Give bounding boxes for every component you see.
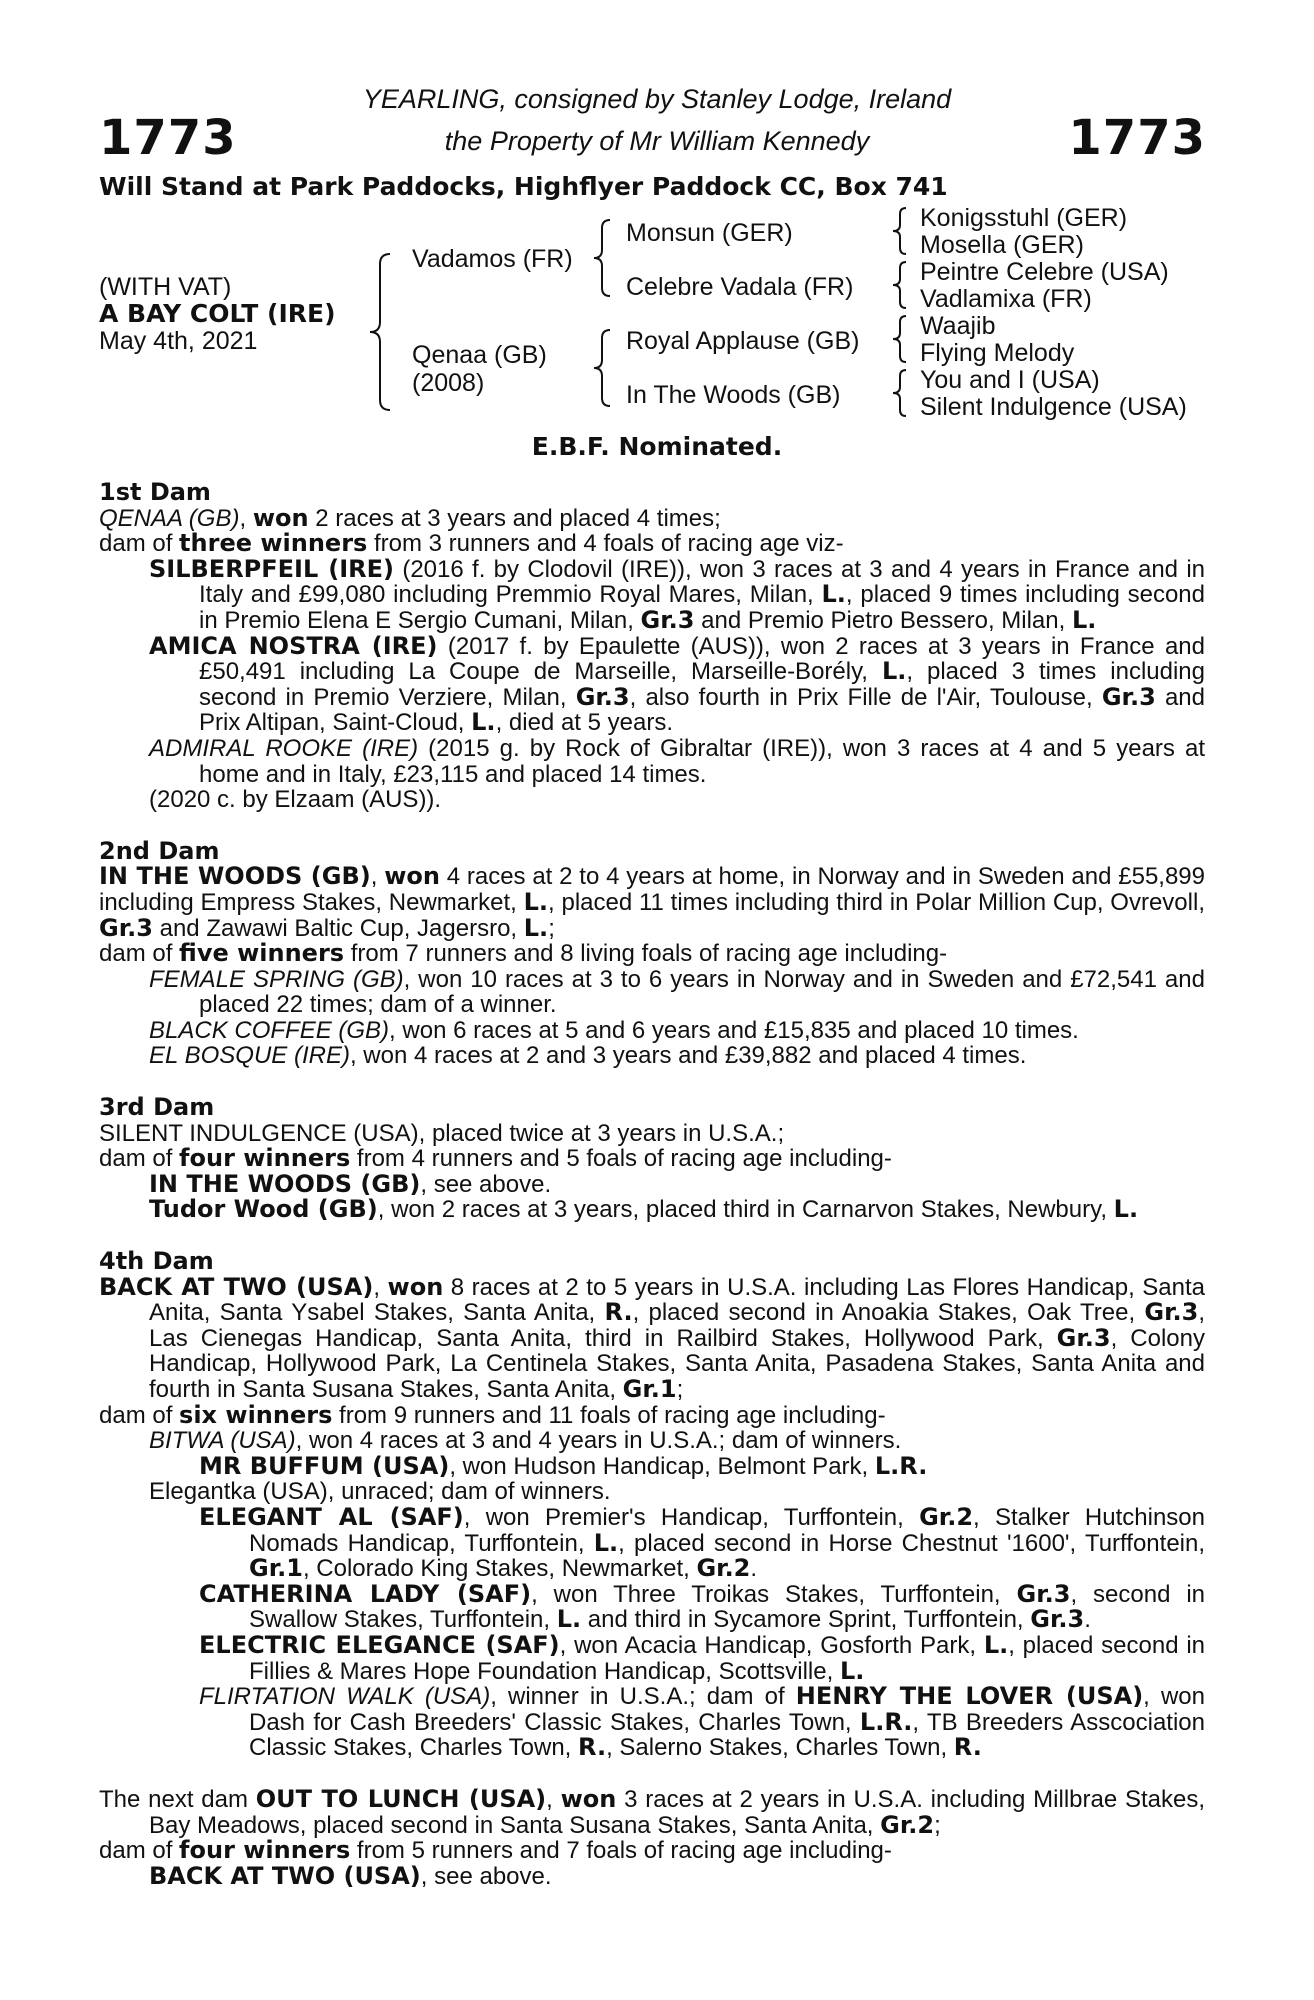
- third-dam-heading: 3rd Dam: [99, 1093, 215, 1122]
- foaling-date: May 4th, 2021: [99, 327, 258, 355]
- pedigree-brace-dam: [592, 328, 614, 408]
- next-dam-produce: dam of four winners from 5 runners and 7 foals of racing age including-: [99, 1836, 892, 1865]
- dds: You and I (USA): [920, 366, 1100, 394]
- pedigree-brace-dd: [890, 368, 910, 418]
- produce-admiral-rooke: ADMIRAL ROOKE (IRE) (2015 g. by Rock of Gibraltar (IRE)), won 3 races at 4 and 5 years at home and in Italy, £23,115 and placed 14 times.: [149, 734, 1206, 788]
- dss: Waajib: [920, 312, 996, 340]
- lot-number-right: 1773: [1068, 110, 1206, 166]
- dam: Qenaa (GB): [412, 341, 547, 369]
- ebf-nominated: E.B.F. Nominated.: [531, 432, 783, 461]
- produce-amica-nostra: AMICA NOSTRA (IRE) (2017 f. by Epaulette (AUS)), won 2 races at 3 years in France and £50,491 including La Coupe de Marseille, Marseille-Borély, L., placed 3 times including second in Premio Verziere, Milan, Gr.3, also fourth in Prix Fille de l'Air, Toulouse, Gr.3 and Prix Altipan, Saint-Cloud, L., died at 5 years.: [149, 631, 1206, 737]
- produce-electric-elegance: ELECTRIC ELEGANCE (SAF), won Acacia Handicap, Gosforth Park, L., placed second in Fillies & Mares Hope Foundation Handicap, Scottsville, L.: [199, 1630, 1206, 1685]
- sss: Konigsstuhl (GER): [920, 204, 1128, 232]
- second-dam-produce: dam of five winners from 7 runners and 8 living foals of racing age including-: [99, 939, 948, 968]
- produce-in-the-woods: IN THE WOODS (GB), see above.: [149, 1169, 552, 1198]
- produce-female-spring: FEMALE SPRING (GB), won 10 races at 3 to 6 years in Norway and in Sweden and £72,541 and placed 22 times; dam of a winner.: [149, 965, 1205, 1019]
- first-dam-heading: 1st Dam: [99, 478, 211, 506]
- produce-bitwa: BITWA (USA), won 4 races at 3 and 4 years in U.S.A.; dam of winners.: [149, 1427, 902, 1455]
- pedigree-brace-sd: [890, 260, 910, 310]
- sire: Vadamos (FR): [412, 245, 573, 273]
- sire-sire: Monsun (GER): [626, 219, 793, 247]
- dam-sire: Royal Applause (GB): [626, 327, 860, 355]
- stand-location: Will Stand at Park Paddocks, Highflyer Paddock CC, Box 741: [99, 172, 948, 201]
- produce-el-bosque: EL BOSQUE (IRE), won 4 races at 2 and 3 years and £39,882 and placed 4 times.: [149, 1042, 1027, 1070]
- second-dam-heading: 2nd Dam: [99, 836, 220, 865]
- produce-silberpfeil: SILBERPFEIL (IRE) (2016 f. by Clodovil (IRE)), won 3 races at 3 and 4 years in France and in Italy and £99,080 including Premmio Royal Mares, Milan, L., placed 9 times including second in Premio Elena E Sergio Cumani, Milan, Gr.3 and Premio Pietro Bessero, Milan, L.: [149, 554, 1206, 634]
- consignment-line: YEARLING, consigned by Stanley Lodge, Ireland: [362, 84, 952, 114]
- dam-year: (2008): [412, 369, 485, 397]
- first-dam-produce: dam of three winners from 3 runners and 4 foals of racing age viz-: [99, 529, 844, 558]
- second-dam-line: IN THE WOODS (GB), won 4 races at 2 to 4 years at home, in Norway and in Sweden and £55,899 including Empress Stakes, Newmarket, L., placed 11 times including third in Polar Million Cup, Ovrevoll, Gr.3 and Zawawi Baltic Cup, Jagersro, L.;: [99, 862, 1205, 942]
- produce-2020-colt: (2020 c. by Elzaam (AUS)).: [149, 786, 442, 814]
- fourth-dam-line: BACK AT TWO (USA), won 8 races at 2 to 5 years in U.S.A. including Las Flores Handicap, Santa Anita, Santa Ysabel Stakes, Santa Anita, R., placed second in Anoakia Stakes, Oak Tree, Gr.3, Las Cienegas Handicap, Santa Anita, third in Railbird Stakes, Hollywood Park, Gr.3, Colony Handicap, Hollywood Park, La Centinela Stakes, Santa Anita, Pasadena Stakes, Santa Anita and fourth in Santa Susana Stakes, Santa Anita, Gr.1;: [99, 1272, 1205, 1403]
- fourth-dam-heading: 4th Dam: [99, 1247, 214, 1276]
- catalogue-body: [99, 480, 1205, 1889]
- produce-back-at-two: BACK AT TWO (USA), see above.: [149, 1861, 552, 1890]
- dam-dam: In The Woods (GB): [626, 381, 841, 409]
- sire-dam: Celebre Vadala (FR): [626, 273, 854, 301]
- sdd: Vadlamixa (FR): [920, 285, 1092, 313]
- produce-elegantka: Elegantka (USA), unraced; dam of winners.: [149, 1478, 611, 1506]
- produce-mr-buffum: MR BUFFUM (USA), won Hudson Handicap, Belmont Park, L.R.: [199, 1451, 928, 1480]
- pedigree-brace-ds: [890, 314, 910, 364]
- produce-catherina-lady: CATHERINA LADY (SAF), won Three Troikas Stakes, Turffontein, Gr.3, second in Swallow Stakes, Turffontein, L. and third in Sycamore Sprint, Turffontein, Gr.3.: [199, 1579, 1206, 1634]
- third-dam-produce: dam of four winners from 4 runners and 5 foals of racing age including-: [99, 1144, 892, 1173]
- produce-black-coffee: BLACK COFFEE (GB), won 6 races at 5 and 6 years and £15,835 and placed 10 times.: [149, 1016, 1079, 1044]
- produce-flirtation-walk: FLIRTATION WALK (USA), winner in U.S.A.; dam of HENRY THE LOVER (USA), won Dash for Cash Breeders' Classic Stakes, Charles Town, L.R., TB Breeders Asscociation Classic Stakes, Charles Town, R., Salerno Stakes, Charles Town, R.: [199, 1682, 1206, 1762]
- produce-elegant-al: ELEGANT AL (SAF), won Premier's Handicap, Turffontein, Gr.2, Stalker Hutchinson Nomads Handicap, Turffontein, L., placed second in Horse Chestnut '1600', Turffontein, Gr.1, Colorado King Stakes, Newmarket, Gr.2.: [199, 1502, 1206, 1583]
- next-dam-line: The next dam OUT TO LUNCH (USA), won 3 races at 2 years in U.S.A. including Millbrae Stakes, Bay Meadows, placed second in Santa Susana Stakes, Santa Anita, Gr.2;: [99, 1784, 1206, 1839]
- ddd: Silent Indulgence (USA): [920, 393, 1187, 421]
- pedigree-brace-ss: [890, 206, 910, 256]
- sds: Peintre Celebre (USA): [920, 258, 1169, 286]
- pedigree-brace-sire: [592, 218, 614, 298]
- vat-note: (WITH VAT): [99, 273, 232, 301]
- third-dam-line: SILENT INDULGENCE (USA), placed twice at 3 years in U.S.A.;: [99, 1119, 785, 1147]
- property-line: the Property of Mr William Kennedy: [444, 126, 870, 156]
- pedigree-brace-main: [368, 252, 394, 412]
- first-dam-line: QENAA (GB), won 2 races at 3 years and placed 4 times;: [99, 503, 721, 532]
- fourth-dam-produce: dam of six winners from 9 runners and 11 foals of racing age including-: [99, 1400, 886, 1429]
- horse-name: A BAY COLT (IRE): [99, 299, 336, 328]
- dsd: Flying Melody: [920, 339, 1075, 367]
- produce-tudor-wood: Tudor Wood (GB), won 2 races at 3 years, placed third in Carnarvon Stakes, Newbury, L.: [149, 1195, 1139, 1224]
- ssd: Mosella (GER): [920, 231, 1084, 259]
- lot-number-left: 1773: [99, 110, 237, 166]
